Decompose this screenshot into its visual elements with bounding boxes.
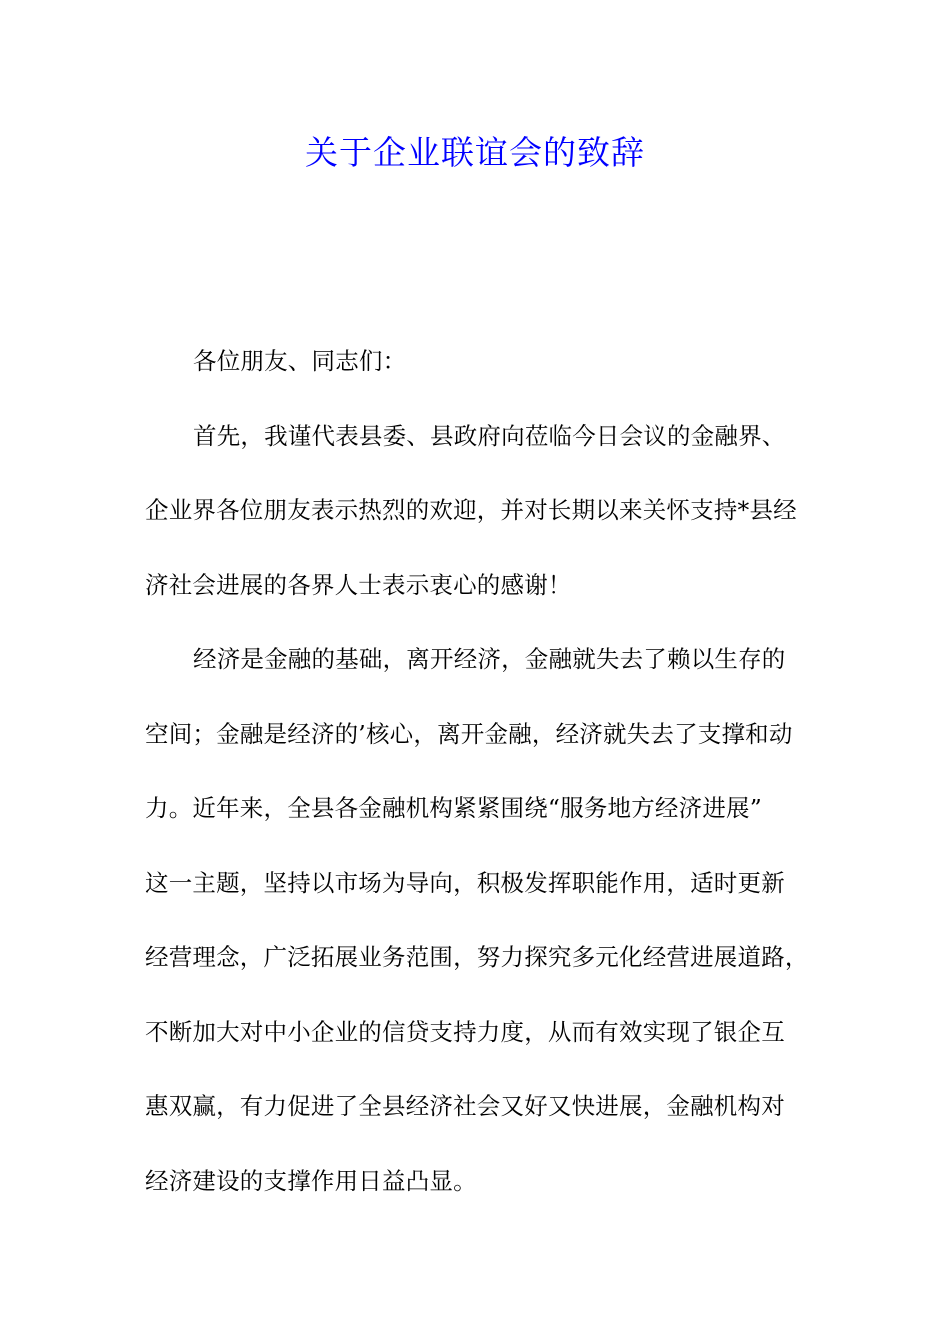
paragraph-line: 经济是金融的基础，离开经济，金融就失去了赖以生存的 [193,645,786,673]
paragraph-line: 首先，我谨代表县委、县政府向莅临今日会议的金融界、 [193,421,786,450]
paragraph-line: 济社会进展的各界人士表示衷心的感谢！ [145,570,572,599]
paragraph-line: 经营理念，广泛拓展业务范围，努力探究多元化经营进展道路， [145,943,809,971]
document-body [145,339,825,1233]
paragraph-line: 经济建设的支撑作用日益凸显。 [145,1166,477,1195]
paragraph-line: 这一主题，坚持以市场为导向，积极发挥职能作用，适时更新 [145,868,785,897]
salutation-line: 各位朋友、同志们： [193,347,407,375]
paragraph-line: 不断加大对中小企业的信贷支持力度，从而有效实现了银企互 [145,1017,785,1046]
paragraph-line: 力。近年来，全县各金融机构紧紧围绕“服务地方经济进展” [145,794,762,822]
paragraph-line: 企业界各位朋友表示热烈的欢迎，并对长期以来关怀支持*县经 [145,496,797,524]
paragraph-line: 空间；金融是经济的’核心，离开金融，经济就失去了支撑和动 [145,719,793,748]
paragraph-line: 惠双赢，有力促进了全县经济社会又好又快进展，金融机构对 [145,1092,785,1120]
document-title: 关于企业联谊会的致辞 [305,133,645,172]
